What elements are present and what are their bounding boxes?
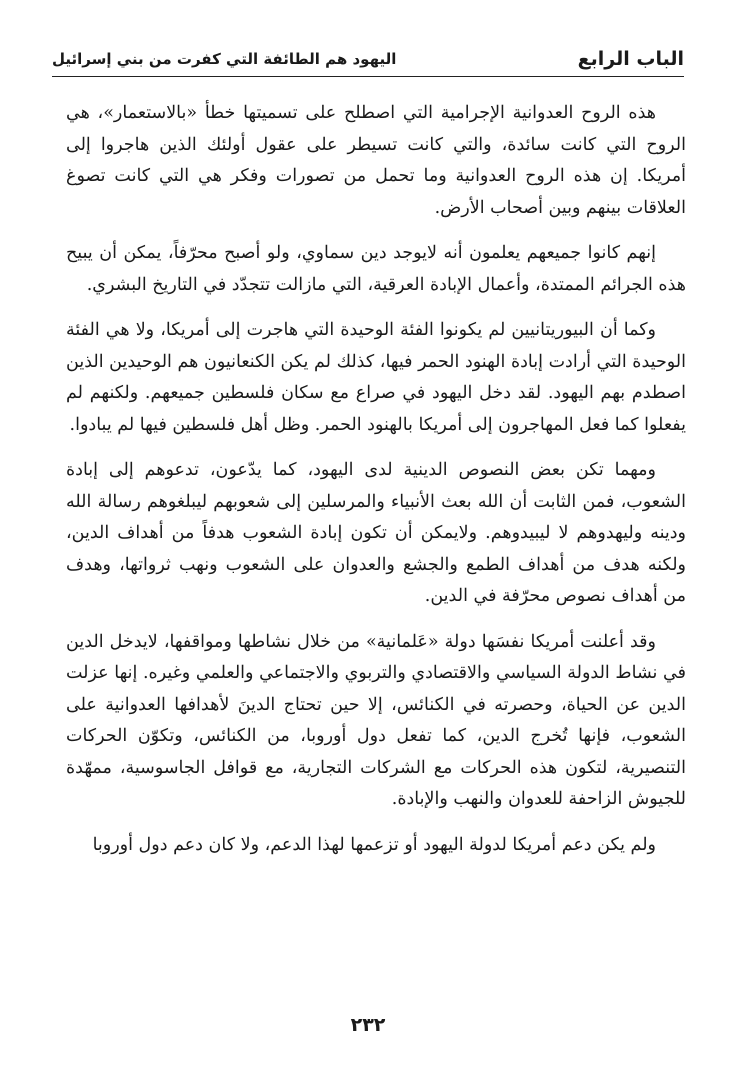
page-number: ٢٣٢	[350, 1014, 386, 1036]
header-rule	[52, 76, 684, 77]
paragraph: إنهم كانوا جميعهم يعلمون أنه لايوجد دين سماوي، ولو أصبح محرّفاً، يمكن أن يبيح هذه الجرائم الممتدة، وأعمال الإبادة العرقية، التي مازالت تتجدّد في التاريخ البشري.	[66, 243, 686, 295]
paragraph: ومهما تكن بعض النصوص الدينية لدى اليهود، كما يدّعون، تدعوهم إلى إبادة الشعوب، فمن الثابت أن الله بعث الأنبياء والمرسلين إلى شعوبهم ليبلغوهم رسالة الله ودينه وليهدوهم لا ليبيدوهم. ولايمكن أن تكون إبادة الشعوب هدفاً من أهداف الدين، ولكنه هدف من أهداف الطمع والجشع والعدوان على الشعوب ونهب ثرواتها، وهدف من أهداف نصوص محرّفة في الدين.	[66, 460, 686, 606]
paragraph: ولم يكن دعم أمريكا لدولة اليهود أو تزعمها لهذا الدعم، ولا كان دعم دول أوروبا	[92, 834, 656, 855]
body-text	[66, 98, 686, 875]
running-title: اليهود هم الطائفة التي كفرت من بني إسرائيل	[52, 50, 397, 68]
chapter-title: الباب الرابع	[577, 48, 684, 70]
paragraph: هذه الروح العدوانية الإجرامية التي اصطلح على تسميتها خطأ «بالاستعمار»، هي الروح التي كانت سائدة، والتي كانت تسيطر على عقول أولئك الذين هاجروا إلى أمريكا. إن هذه الروح العدوانية وما تحمل من تصورات وفكر هي التي كانت تصوغ العلاقات بينهم وبين أصحاب الأرض.	[66, 103, 686, 218]
paragraph: وقد أعلنت أمريكا نفسَها دولة «عَلمانية» من خلال نشاطها ومواقفها، لايدخل الدين في نشاط الدولة السياسي والاقتصادي والتربوي والاجتماعي والعلمي وغيره. إنها عزلت الدين عن الحياة، وحصرته في الكنائس، إلا حين تحتاج الدينَ لأهدافها العدوانية على الشعوب، فإنها تُخرج الدين، كما تفعل دول أوروبا، من الكنائس، وتكوّن الحركات التنصيرية، لتكون هذه الحركات مع الشركات التجارية، مع قوافل الجاسوسية، ممهّدة للجيوش الزاحفة للعدوان والنهب والإبادة.	[66, 631, 686, 809]
paragraph: وكما أن البيوريتانيين لم يكونوا الفئة الوحيدة التي هاجرت إلى أمريكا، ولا هي الفئة الوحيدة التي أرادت إبادة الهنود الحمر فيها، كذلك لم يكن الكنعانيون هم الوحيدين الذين اصطدم بهم اليهود. لقد دخل اليهود في صراع مع سكان فلسطين جميعهم. ولكنهم لم يفعلوا كما فعل المهاجرون إلى أمريكا بالهنود الحمر. وظل أهل فلسطين فيها لم يبادوا.	[66, 320, 686, 435]
running-header	[52, 44, 684, 74]
